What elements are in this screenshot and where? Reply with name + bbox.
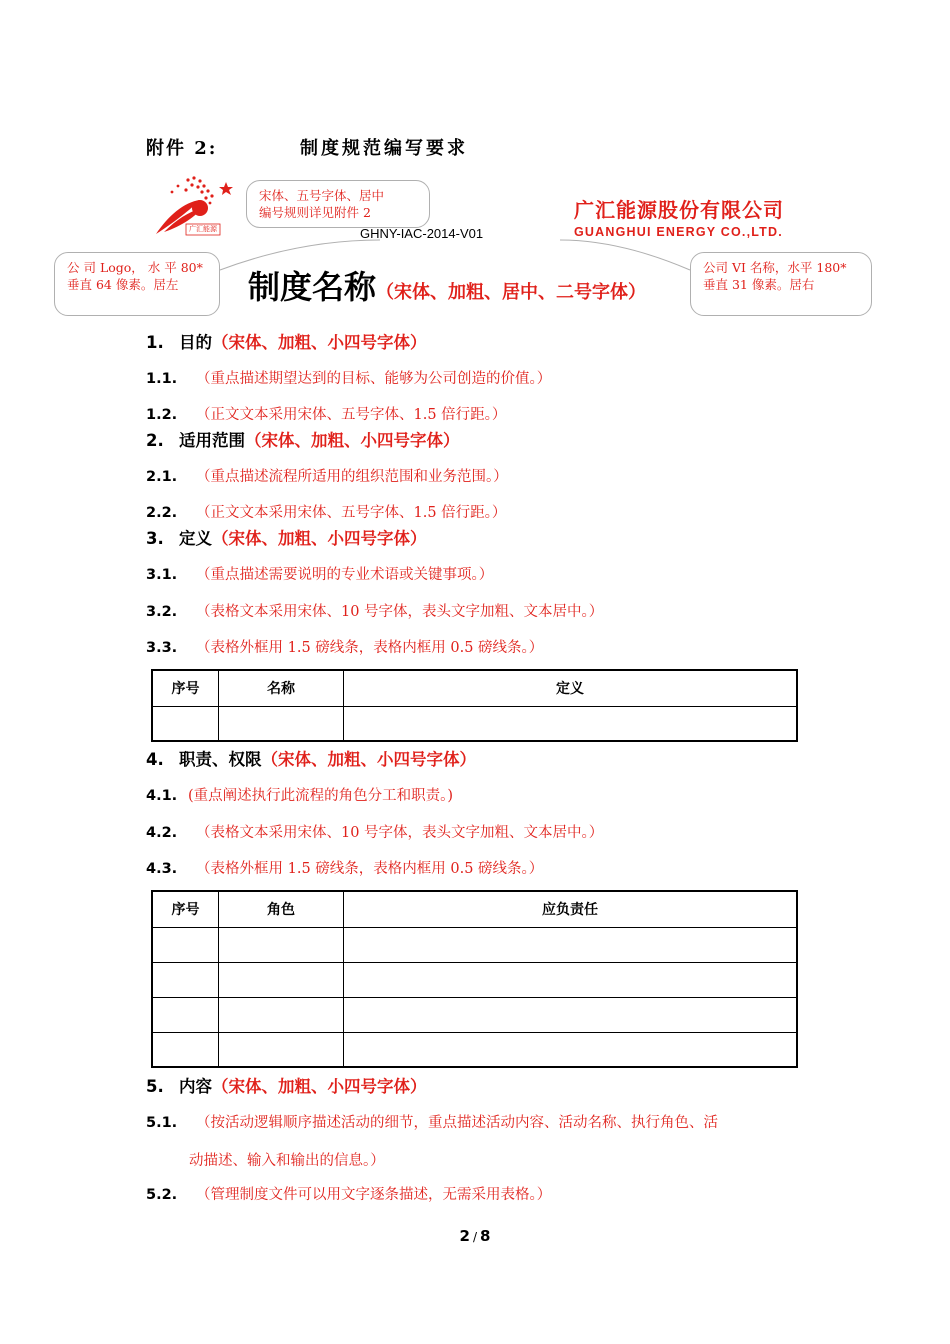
- section-number: 5.: [146, 1077, 164, 1096]
- section-heading-1: [146, 329, 427, 353]
- section-heading-2: [146, 427, 460, 451]
- table-cell[interactable]: [152, 1032, 219, 1067]
- page-separator: /: [472, 1230, 478, 1244]
- section-heading-4: [146, 746, 476, 770]
- brand-en: GUANGHUI ENERGY CO.,LTD.: [574, 225, 783, 239]
- clause-text: （正文文本采用宋体、五号字体、1.5 倍行距。）: [196, 505, 507, 521]
- table-cell[interactable]: [344, 927, 798, 962]
- table-header-cell: 序号: [152, 670, 219, 706]
- clause-number: 3.2.: [146, 604, 178, 620]
- table-header-cell: 名称: [219, 670, 344, 706]
- clause-number: 5.2.: [146, 1187, 178, 1203]
- table-header-cell: 序号: [152, 891, 219, 927]
- page-current: 2: [459, 1227, 470, 1245]
- clause-text: （重点描述期望达到的目标、能够为公司创造的价值。）: [196, 371, 552, 387]
- section-note: （宋体、加粗、小四号字体）: [212, 529, 427, 548]
- callout-line: 公司 VI 名称，水平 180*: [703, 260, 847, 275]
- table-row: [152, 997, 797, 1032]
- clause-5-1-continued: [189, 1149, 385, 1170]
- clause-number: 3.1.: [146, 567, 178, 583]
- table-cell[interactable]: [219, 1032, 344, 1067]
- clause-text: （重点描述流程所适用的组织范围和业务范围。）: [196, 469, 508, 485]
- table-header-cell: 定义: [344, 670, 798, 706]
- section-number: 2.: [146, 431, 164, 450]
- section-title: 目的: [179, 333, 212, 352]
- attachment-title: 制度规范编写要求: [300, 138, 468, 159]
- clause-number: 4.1.: [146, 788, 178, 804]
- clause-text: （正文文本采用宋体、五号字体、1.5 倍行距。）: [196, 407, 507, 423]
- section-title: 定义: [179, 529, 212, 548]
- clause-number: 4.2.: [146, 825, 178, 841]
- logo-caption: 广汇能源: [189, 225, 217, 233]
- callout-line: 垂直 31 像素。居右: [703, 277, 815, 292]
- clause-5-1: [146, 1111, 718, 1132]
- table-cell[interactable]: [152, 927, 219, 962]
- section-heading-5: [146, 1073, 427, 1097]
- clause-text: （表格文本采用宋体、10 号字体，表头文字加粗、文本居中。）: [196, 825, 604, 841]
- clause-5-2: [146, 1183, 551, 1204]
- clause-1-2: [146, 403, 506, 424]
- section-note: （宋体、加粗、小四号字体）: [212, 333, 427, 352]
- clause-2-2: [146, 501, 506, 522]
- clause-3-2: [146, 600, 603, 621]
- clause-4-2: [146, 821, 603, 842]
- callout-line: 编号规则详见附件 2: [259, 205, 371, 220]
- callout-line: 宋体、五号字体、居中: [259, 188, 385, 203]
- section-title: 适用范围: [179, 431, 245, 450]
- clause-text: （表格外框用 1.5 磅线条，表格内框用 0.5 磅线条。）: [196, 640, 544, 656]
- responsibilities-table: [151, 890, 798, 1068]
- clause-text: （表格文本采用宋体、10 号字体，表头文字加粗、文本居中。）: [196, 604, 604, 620]
- table-header-row: [152, 670, 797, 706]
- clause-text: (重点阐述执行此流程的角色分工和职责。): [188, 788, 454, 804]
- document-title-main: 制度名称: [248, 268, 377, 306]
- section-note: （宋体、加粗、小四号字体）: [261, 750, 476, 769]
- table-cell[interactable]: [344, 706, 798, 741]
- table-cell[interactable]: [344, 962, 798, 997]
- section-title: 内容: [179, 1077, 212, 1096]
- clause-2-1: [146, 465, 508, 486]
- clause-number: 5.1.: [146, 1115, 178, 1131]
- table-cell[interactable]: [219, 997, 344, 1032]
- table-cell[interactable]: [152, 706, 219, 741]
- section-note: （宋体、加粗、小四号字体）: [212, 1077, 427, 1096]
- clause-number: 2.2.: [146, 505, 178, 521]
- page-total: 8: [480, 1227, 491, 1245]
- definitions-table: [151, 669, 798, 742]
- company-vi-name: [574, 194, 784, 239]
- clause-number: 1.1.: [146, 371, 178, 387]
- callout-line: 垂直 64 像素。居左: [67, 277, 179, 292]
- attachment-label: 附件 2:: [146, 138, 218, 159]
- table-row: [152, 1032, 797, 1067]
- table-cell[interactable]: [219, 962, 344, 997]
- section-heading-3: [146, 525, 427, 549]
- section-number: 4.: [146, 750, 164, 769]
- document-code: GHNY-IAC-2014-V01: [360, 226, 484, 241]
- section-note: （宋体、加粗、小四号字体）: [245, 431, 460, 450]
- document-title: [248, 262, 646, 308]
- clause-3-1: [146, 563, 493, 584]
- table-row: [152, 706, 797, 741]
- section-number: 1.: [146, 333, 164, 352]
- clause-3-3: [146, 636, 543, 657]
- clause-number: 1.2.: [146, 407, 178, 423]
- table-header-cell: 应负责任: [344, 891, 798, 927]
- section-number: 3.: [146, 529, 164, 548]
- table-cell[interactable]: [152, 962, 219, 997]
- table-header-cell: 角色: [219, 891, 344, 927]
- clause-text: （按活动逻辑顺序描述活动的细节，重点描述活动内容、活动名称、执行角色、活: [196, 1115, 718, 1131]
- table-header-row: [152, 891, 797, 927]
- section-title: 职责、权限: [179, 750, 262, 769]
- clause-1-1: [146, 367, 551, 388]
- clause-number: 3.3.: [146, 640, 178, 656]
- clause-number: 2.1.: [146, 469, 178, 485]
- clause-number: 4.3.: [146, 861, 178, 877]
- table-row: [152, 962, 797, 997]
- table-row: [152, 927, 797, 962]
- clause-text: （表格外框用 1.5 磅线条，表格内框用 0.5 磅线条。）: [196, 861, 544, 877]
- clause-text: （管理制度文件可以用文字逐条描述，无需采用表格。）: [196, 1187, 552, 1203]
- table-cell[interactable]: [219, 706, 344, 741]
- clause-4-3: [146, 857, 543, 878]
- table-cell[interactable]: [344, 1032, 798, 1067]
- table-cell[interactable]: [344, 997, 798, 1032]
- page-number: [0, 1227, 950, 1245]
- table-cell[interactable]: [152, 997, 219, 1032]
- clause-4-1: [146, 784, 453, 805]
- table-cell[interactable]: [219, 927, 344, 962]
- clause-text: （重点描述需要说明的专业术语或关键事项。）: [196, 567, 494, 583]
- clause-text: 动描述、输入和输出的信息。）: [189, 1153, 385, 1169]
- callout-line: 公 司 Logo， 水 平 80*: [67, 260, 203, 275]
- document-title-note: （宋体、加粗、居中、二号字体）: [376, 282, 647, 303]
- brand-cn: 广汇能源股份有限公司: [574, 198, 784, 222]
